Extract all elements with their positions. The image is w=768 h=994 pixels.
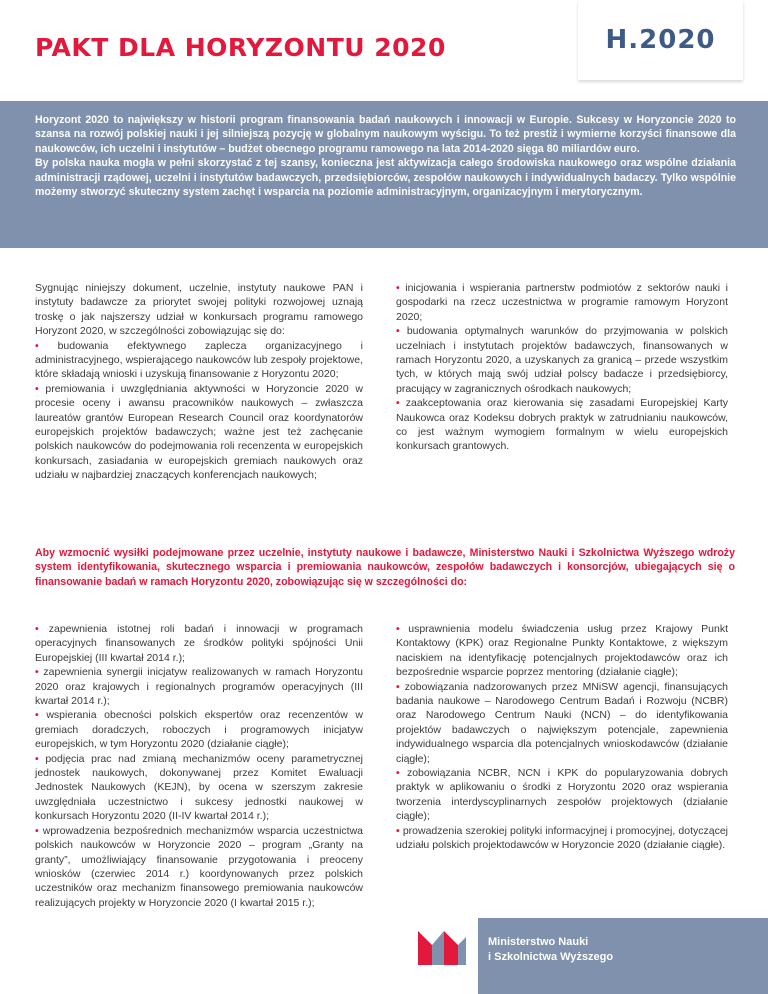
section1-left-column — [35, 281, 363, 483]
bullet-icon: • — [396, 680, 400, 693]
intro-band — [0, 101, 768, 248]
page-title: PAKT DLA HORYZONTU 2020 — [35, 33, 446, 62]
list-item: • usprawnienia modelu świadczenia usług przez Krajowy Punkt Kontaktowy (KPK) oraz Regionalne Punkty Kontaktowe, z większym naciskiem na identyfikację potencjalnych projektodawców oraz ich bezpośrednie wsparcie poprzez mentoring (działanie ciągłe); — [396, 623, 728, 679]
bullet-icon: • — [396, 623, 400, 635]
ministry-logo-icon — [418, 925, 466, 965]
intro-paragraph: By polska nauka mogła w pełni skorzystać z tej szansy, konieczna jest aktywizacja całego środowiska naukowego oraz wspólne działania administracji rządowej, uczelni i instytutów badawczych, przedsiębiorców, zespołów naukowych i indywidualnych badaczy. Tylko wspólnie możemy stworzyć skuteczny system zachęt i wsparcia na poziomie administracyjnym, organizacyjnym i merytorycznym. — [35, 157, 736, 199]
bullet-icon: • — [35, 709, 39, 722]
section2-left-column — [35, 622, 363, 910]
section2-right-column — [396, 622, 728, 853]
list-item: • zapewnienia synergii inicjatyw realizowanych w ramach Horyzontu 2020 oraz krajowych i regionalnych programów operacyjnych (III kwartał 2014 r.); — [35, 666, 363, 708]
list-item: • budowania efektywnego zaplecza organizacyjnego i administracyjnego, wspierającego naukowców lub zespoły projektowe, które składają wnioski i uzyskują finansowanie z Horyzontu 2020; — [35, 339, 363, 381]
ministry-name-line: i Szkolnictwa Wyższego — [488, 951, 614, 963]
horizon-2020-logo — [578, 0, 743, 80]
ministry-name-box — [478, 918, 768, 994]
bullet-icon: • — [35, 339, 39, 352]
bullet-icon: • — [396, 397, 400, 410]
bullet-icon: • — [35, 666, 39, 679]
list-item: • zapewnienia istotnej roli badań i innowacji w programach operacyjnych finansowanych ze środków polityki spójności Unii Europejskiej (III kwartał 2014 r.); — [35, 623, 363, 664]
section1-lead: Sygnując niniejszy dokument, uczelnie, instytuty naukowe PAN i instytuty badawcze za priorytet swojej polityki rozwojowej uznają troskę o jak najszerszy udział w konkursach programu ramowego Horyzont 2020, w szczególności zobowiązując się do: — [35, 282, 363, 338]
list-item: • zobowiązania nadzorowanych przez MNiSW agencji, finansujących badania naukowe – Narodowego Centrum Badań i Rozwoju (NCBR) oraz Narodowego Centrum Nauki (NCN) – do identyfikowania projektów badawczych o największym potencjale, zapewnienia indywidualnego wsparcia dla potencjalnych wnioskodawców (działanie ciągłe); — [396, 680, 728, 765]
bullet-icon: • — [396, 282, 400, 294]
bullet-icon: • — [396, 325, 400, 338]
bullet-icon: • — [35, 752, 39, 765]
list-item: • budowania optymalnych warunków do przyjmowania w polskich uczelniach i instytutach projektów badawczych, finansowanych w ramach Horyzontu 2020, a uzyskanych za granicą – przede wszystkim tych, w których mają swój udział polscy badacze i przedsiębiorcy, pracujący w zagranicznych ośrodkach naukowych; — [396, 325, 728, 395]
list-item: • wspierania obecności polskich ekspertów oraz recenzentów w gremiach doradczych, roboczych i programowych inicjatyw europejskich, w tym Horyzontu 2020 (działanie ciągłe); — [35, 709, 364, 751]
horizon-2020-logo-text: H.2020 — [605, 25, 716, 55]
list-item: • zaakceptowania oraz kierowania się zasadami Europejskiej Karty Naukowca oraz Kodeksu dobrych praktyk w zatrudnianiu naukowców, co jest ważnym wymogiem formalnym w wielu europejskich konkursach grantowych. — [396, 397, 728, 453]
list-item: • premiowania i uwzględniania aktywności w Horyzoncie 2020 w procesie oceny i awansu pracowników naukowych – zwłaszcza laureatów grantów European Research Council oraz koordynatorów europejskich projektów badawczych; ważne jest też zachęcanie polskich naukowców do podejmowania roli recenzenta w europejskich konkursach, zasiadania w europejskich gremiach naukowych oraz udziału w najbardziej znaczących konferencjach naukowych; — [35, 382, 363, 482]
list-item: • prowadzenia szerokiej polityki informacyjnej i promocyjnej, dotyczącej udziału polskich projektodawców w Horyzoncie 2020 (działanie ciągłe). — [396, 824, 729, 852]
intro-paragraph: Horyzont 2020 to największy w historii program finansowania badań naukowych i innowacji w Europie. Sukcesy w Horyzoncie 2020 to szansa na rozwój polskiej nauki i jej silniejszą pozycję w globalnym naukowym wyścigu. To też prestiż i wymierne korzyści finansowe dla naukowców, ich uczelni i instytutów – budżet obecnego programu ramowego na lata 2014-2020 sięga 80 miliardów euro. — [35, 114, 736, 155]
bullet-icon: • — [35, 824, 39, 837]
list-item: • podjęcia prac nad zmianą mechanizmów oceny parametrycznej jednostek naukowych, dokonywanej przez Komitet Ewaluacji Jednostek Naukowych (KEJN), by ocena w szerszym zakresie uwzględniała uczestnictwo i sukcesy jednostki naukowej w konkursach Horyzontu 2020 (II-IV kwartał 2014 r.); — [35, 752, 364, 823]
ministry-name-line: Ministerstwo Nauki — [488, 936, 589, 948]
list-item: • inicjowania i wspierania partnerstw podmiotów z sektorów nauki i gospodarki na rzecz uczestnictwa w programie ramowym Horyzont 2020; — [396, 282, 728, 323]
bullet-icon: • — [396, 767, 400, 780]
bullet-icon: • — [396, 824, 400, 837]
list-item: • zobowiązania NCBR, NCN i KPK do popularyzowania dobrych praktyk w aplikowaniu o środki z Horyzontu 2020 oraz wspierania tworzenia interdyscyplinarnych zespołów projektowych (działanie ciągłe); — [396, 767, 728, 823]
bullet-icon: • — [35, 382, 39, 395]
list-item: • wprowadzenia bezpośrednich mechanizmów wsparcia uczestnictwa polskich naukowców w Horyzoncie 2020 – program „Granty na granty”, umożliwiający finansowanie przygotowania i preoceny wniosków (czerwiec 2014 r.) koordynowanych przez polskich uczestników oraz mechanizm finansowego premiowania naukowców realizujących projekty w Horyzoncie 2020 (I kwartał 2015 r.); — [35, 824, 364, 909]
bullet-icon: • — [35, 623, 39, 635]
section2-heading: Aby wzmocnić wysiłki podejmowane przez uczelnie, instytuty naukowe i badawcze, Ministerstwo Nauki i Szkolnictwa Wyższego wdroży system identyfikowania, skutecznego wsparcia i premiowania naukowców, zespołów badawczych i konsorcjów, ubiegających się o finansowanie badań w ramach Horyzontu 2020, zobowiązując się w szczególności do: — [35, 547, 735, 588]
section1-right-column — [396, 281, 728, 454]
